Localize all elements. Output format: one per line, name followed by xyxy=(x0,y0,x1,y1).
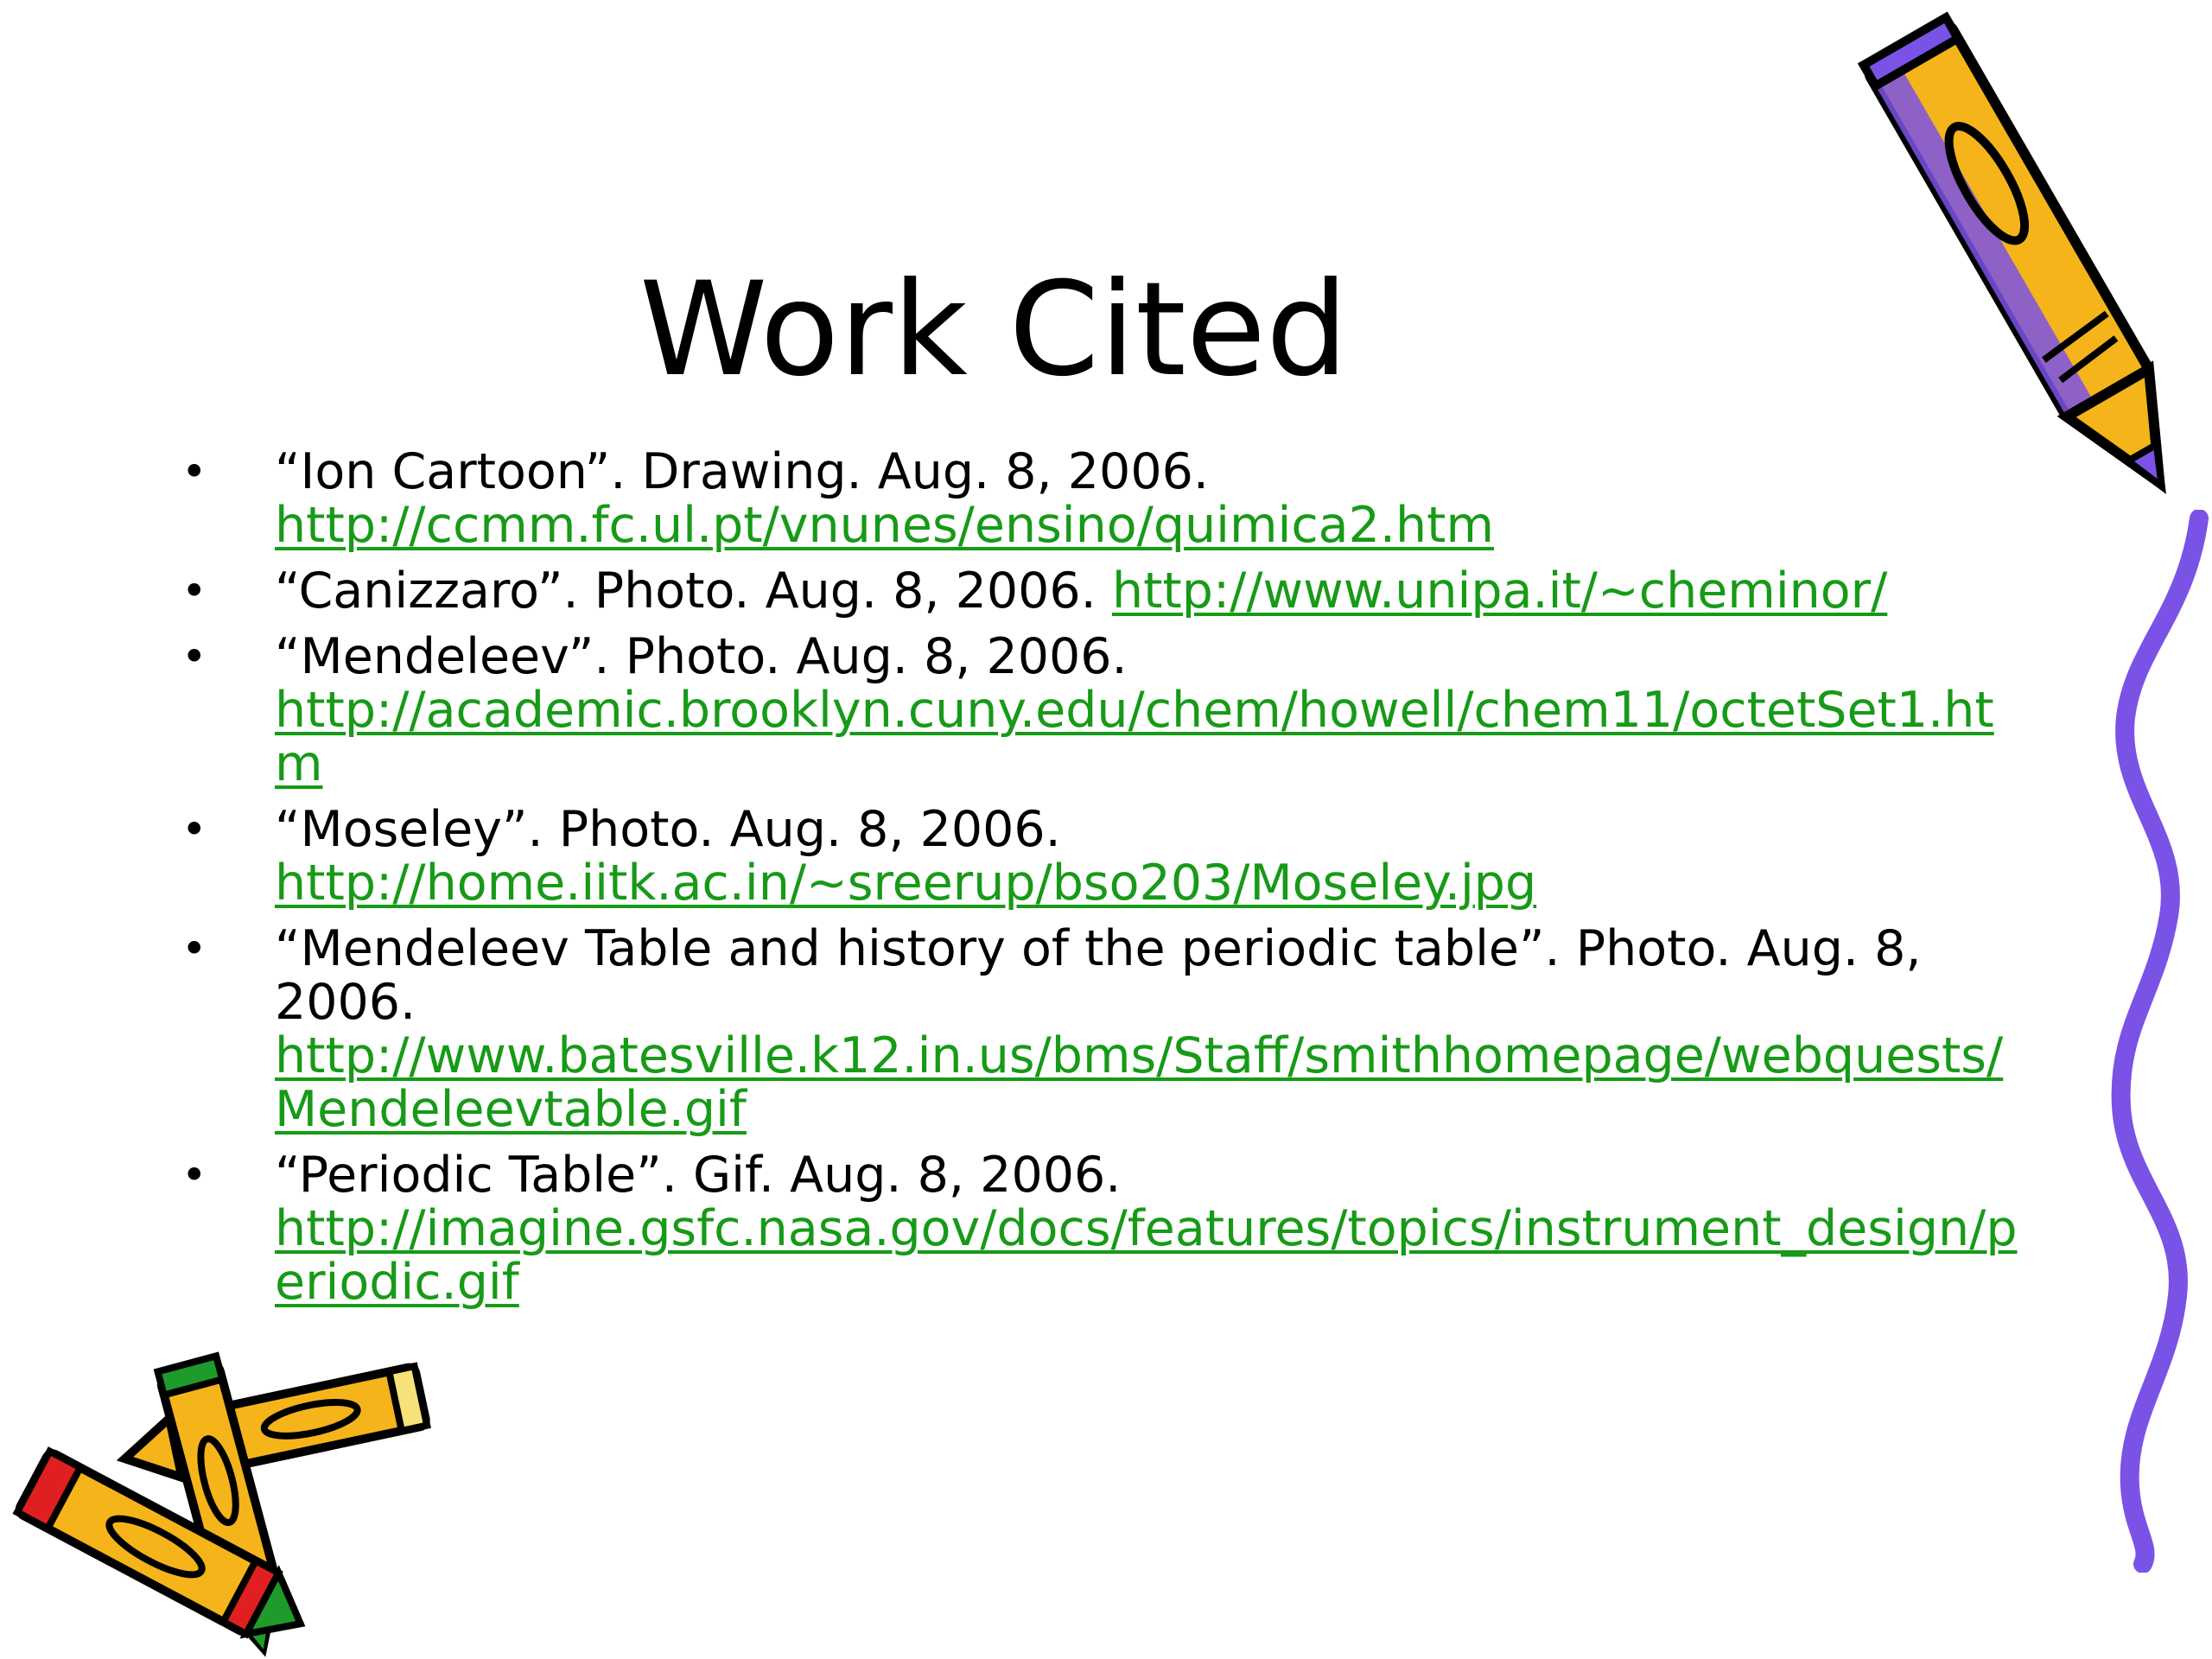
citation-link[interactable]: http://home.iitk.ac.in/~sreerup/bso203/Moseley.jpg xyxy=(275,855,1537,912)
citation-link[interactable]: http://ccmm.fc.ul.pt/vnunes/ensino/quimica2.htm xyxy=(275,497,1494,554)
citation-text: “Ion Cartoon”. Drawing. Aug. 8, 2006. xyxy=(275,443,1209,500)
citation-link[interactable]: http://www.unipa.it/~cheminor/ xyxy=(1111,563,1888,620)
bullet: • xyxy=(181,804,207,855)
list-item xyxy=(181,803,2031,910)
citation-text: “Mendeleev Table and history of the periodic table”. Photo. Aug. 8, 2006. xyxy=(275,920,1922,1031)
bullet: • xyxy=(181,632,207,682)
citation-link[interactable]: http://academic.brooklyn.cuny.edu/chem/howell/chem11/octetSet1.htm xyxy=(275,682,1994,792)
crayon-icon xyxy=(0,1331,449,1659)
list-item xyxy=(181,445,2031,552)
bullet: • xyxy=(181,566,207,616)
citation-list xyxy=(181,445,2031,1321)
citation-link[interactable]: http://imagine.gsfc.nasa.gov/docs/features/topics/instrument_design/periodic.gif xyxy=(275,1200,2018,1311)
citation-text: “Periodic Table”. Gif. Aug. 8, 2006. xyxy=(275,1147,1122,1204)
pencil-icon xyxy=(1858,0,2203,536)
citation-text: “Mendeleev”. Photo. Aug. 8, 2006. xyxy=(275,628,1128,685)
bullet: • xyxy=(181,447,207,497)
bullet: • xyxy=(181,924,207,974)
citation-text: “Moseley”. Photo. Aug. 8, 2006. xyxy=(275,801,1061,858)
citation-text: “Canizzaro”. Photo. Aug. 8, 2006. xyxy=(275,563,1096,620)
list-item xyxy=(181,1148,2031,1309)
squiggle-line xyxy=(2100,510,2212,1573)
bullet: • xyxy=(181,1150,207,1200)
page-title: Work Cited xyxy=(639,255,1349,405)
list-item xyxy=(181,630,2031,791)
list-item xyxy=(181,564,2031,618)
citation-link[interactable]: http://www.batesville.k12.in.us/bms/Staff/smithhomepage/webquests/Mendeleevtable.gif xyxy=(275,1027,2004,1138)
list-item xyxy=(181,922,2031,1136)
